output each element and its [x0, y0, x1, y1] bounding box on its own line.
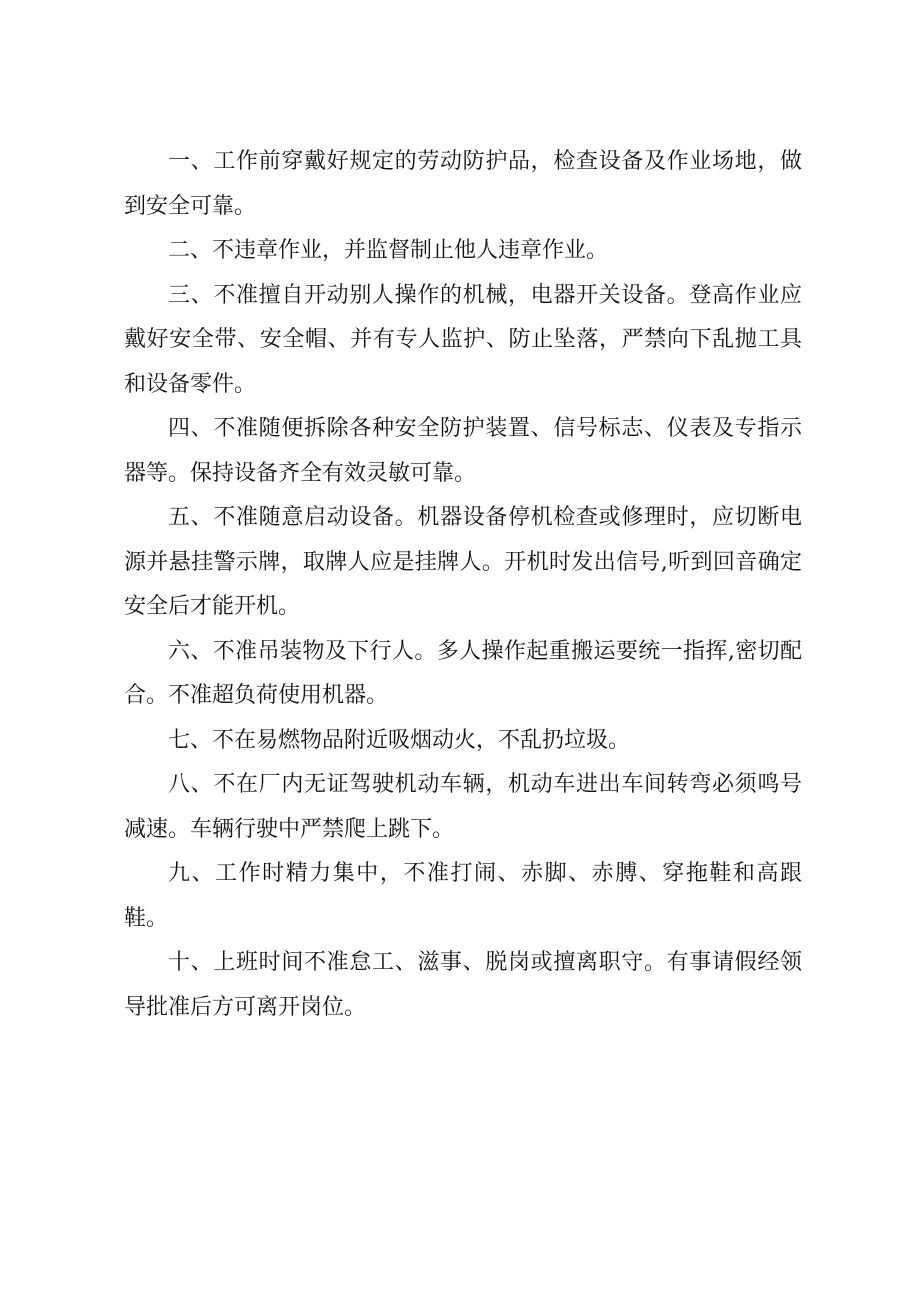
rule-paragraph-2: 二、不违章作业，并监督制止他人违章作业。	[168, 238, 609, 263]
rule-paragraph-3: 三、不准擅自开动别人操作的机械，电器开关设备。登高作业应戴好安全带、安全帽、并有专人监护、防止坠落，严禁向下乱抛工具和设备零件。	[124, 282, 802, 397]
rule-paragraph-6: 六、不准吊装物及下行人。多人操作起重搬运要统一指挥,密切配合。不准超负荷使用机器。	[124, 638, 802, 708]
rule-paragraph-1: 一、工作前穿戴好规定的劳动防护品，检查设备及作业场地，做到安全可靠。	[124, 149, 802, 219]
rule-paragraph-8: 八、不在厂内无证驾驶机动车辆，机动车进出车间转弯必须鸣号减速。车辆行驶中严禁爬上跳下。	[124, 772, 802, 842]
document-page	[124, 140, 802, 1030]
rule-paragraph-4: 四、不准随便拆除各种安全防护装置、信号标志、仪表及专指示器等。保持设备齐全有效灵敏可靠。	[124, 416, 802, 486]
rule-paragraph-7: 七、不在易燃物品附近吸烟动火，不乱扔垃圾。	[168, 727, 631, 753]
rule-paragraph-5: 五、不准随意启动设备。机器设备停机检查或修理时，应切断电源并悬挂警示牌，取牌人应是挂牌人。开机时发出信号,听到回音确定安全后才能开机。	[124, 505, 802, 619]
rule-paragraph-9: 九、工作时精力集中，不准打闹、赤脚、赤膊、穿拖鞋和高跟鞋。	[124, 861, 802, 931]
rule-paragraph-10: 十、上班时间不准怠工、滋事、脱岗或擅离职守。有事请假经领导批准后方可离开岗位。	[124, 950, 802, 1020]
